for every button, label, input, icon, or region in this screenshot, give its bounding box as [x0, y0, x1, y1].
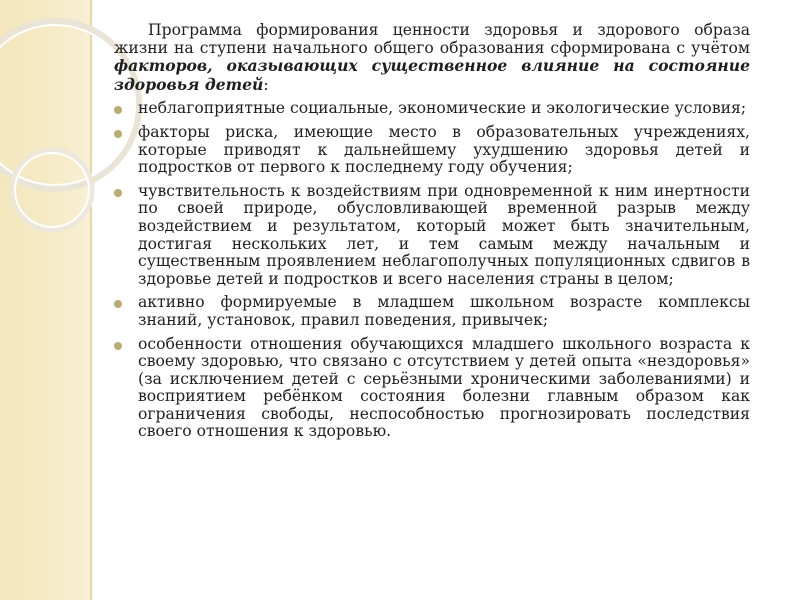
list-item — [114, 100, 750, 118]
list-item-text: особенности отношения обучающихся младшего школьного возраста к своему здоровью, что связано с отсутствием у детей опыта «нездоровья» (за исключением детей с серьёзными хроническими заболеваниями) и восприятием ребёнком состояния болезни главным образом как ограничения свободы, неспособностью прогнозировать последствия своего отношения к здоровью. — [138, 334, 750, 441]
list-item-text: факторы риска, имеющие место в образовательных учреждениях, которые приводят к дальнейшему ухудшению здоровья детей и подростков от первого к последнему году обучения; — [138, 122, 750, 177]
list-item — [114, 183, 750, 289]
bullet-icon — [114, 342, 122, 350]
bullet-icon — [114, 130, 122, 138]
intro-colon: : — [263, 75, 269, 94]
list-item-text: неблагоприятные социальные, экономические и экологические условия; — [138, 99, 747, 118]
list-item — [114, 294, 750, 329]
bullet-icon — [114, 300, 122, 308]
slide-content — [114, 22, 750, 447]
factor-list — [114, 100, 750, 441]
list-item-text: активно формируемые в младшем школьном возрасте комплексы знаний, установок, правил поведения, привычек; — [138, 293, 750, 329]
list-item — [114, 336, 750, 442]
intro-paragraph — [114, 22, 750, 94]
intro-text: Программа формирования ценности здоровья и здорового образа жизни на ступени начального общего образования сформирована с учётом — [114, 21, 750, 57]
bullet-icon — [114, 189, 122, 197]
intro-emphasis: факторов, оказывающих существенное влияние на состояние здоровья детей — [114, 56, 750, 94]
bullet-icon — [114, 106, 122, 114]
list-item-text: чувствительность к воздействиям при одновременной к ним инертности по своей природе, обусловливающей временной разрыв между воздействием и результатом, который может быть значительным, достигая нескольких лет, и тем самым между начальным и существенным проявлением неблагополучных популяционных сдвигов в здоровье детей и подростков и всего населения страны в целом; — [138, 181, 750, 288]
list-item — [114, 124, 750, 177]
